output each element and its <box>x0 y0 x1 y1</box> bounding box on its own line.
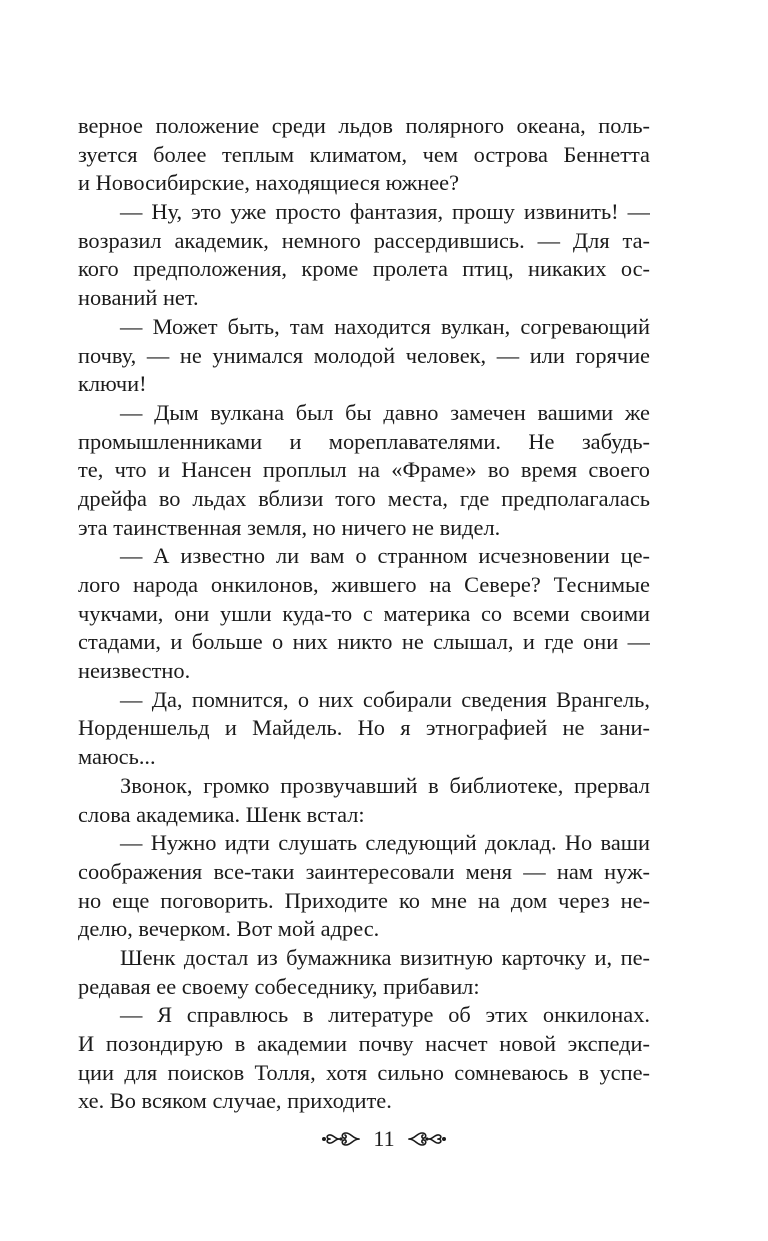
text-line: зуется более теплым климатом, чем острова Беннетта <box>78 141 650 167</box>
text-line: чукчами, они ушли куда-то с материка со всеми своими <box>78 600 650 626</box>
text-line: Шенк достал из бумажника визитную карточку и, пе- <box>120 944 650 970</box>
text-line: стадами, и больше о них никто не слышал, и где они — <box>78 629 650 655</box>
text-line: — Я справлюсь в литературе об этих онкилонах. <box>120 1002 650 1028</box>
text-line: — Ну, это уже просто фантазия, прошу извинить! — <box>120 199 650 225</box>
text-line: — Да, помнится, о них собирали сведения Врангель, <box>120 686 650 712</box>
text-line: Норденшельд и Майдель. Но я этнографией не зани- <box>78 715 650 741</box>
text-line: верное положение среди льдов полярного океана, поль- <box>78 113 650 138</box>
text-line: — А известно ли вам о странном исчезновении це- <box>120 543 650 569</box>
text-line: лого народа онкилонов, жившего на Севере? Теснимые <box>78 572 650 597</box>
text-line: эта таинственная земля, но ничего не видел. <box>78 514 501 540</box>
flourish-ornament-icon <box>407 1128 447 1150</box>
text-line: делю, вечерком. Вот мой адрес. <box>78 916 380 942</box>
text-line: — Может быть, там находится вулкан, согревающий <box>120 313 650 339</box>
text-line: неизвестно. <box>78 658 191 684</box>
text-line: маюсь... <box>78 744 156 770</box>
flourish-ornament-icon <box>321 1128 361 1150</box>
text-line: Звонок, громко прозвучавший в библиотеке, прервал <box>120 772 650 798</box>
text-line: почву, — не унимался молодой человек, — или горячие <box>78 342 650 368</box>
text-line: хе. Во всяком случае, приходите. <box>78 1088 392 1114</box>
text-line: те, что и Нансен проплыл на «Фраме» во время своего <box>78 457 650 483</box>
text-line: дрейфа во льдах вблизи того места, где предполагалась <box>78 485 650 511</box>
body-text <box>78 112 650 1116</box>
text-line: — Дым вулкана был бы давно замечен вашими же <box>120 399 650 425</box>
text-line: кого предположения, кроме пролета птиц, никаких ос- <box>78 256 650 282</box>
text-line: возразил академик, немного рассердившись. — Для та- <box>78 227 650 253</box>
text-line: но еще поговорить. Приходите ко мне на дом через не- <box>78 887 650 913</box>
page-number: 11 <box>373 1126 395 1151</box>
text-line: слова академика. Шенк встал: <box>78 801 365 827</box>
text-line: — Нужно идти слушать следующий доклад. Но ваши <box>120 830 650 856</box>
text-line: ключи! <box>78 371 147 397</box>
text-line: и Новосибирские, находящиеся южнее? <box>78 170 460 196</box>
text-line: И позондирую в академии почву насчет новой экспеди- <box>78 1031 650 1056</box>
text-line: промышленниками и мореплавателями. Не забудь- <box>78 428 650 454</box>
text-line: редавая ее своему собеседнику, прибавил: <box>78 973 480 999</box>
page-footer <box>0 1119 768 1159</box>
text-line: нований нет. <box>78 285 199 311</box>
text-line: ции для поисков Толля, хотя сильно сомневаюсь в успе- <box>78 1059 650 1085</box>
text-line: соображения все-таки заинтересовали меня — нам нуж- <box>78 858 650 884</box>
